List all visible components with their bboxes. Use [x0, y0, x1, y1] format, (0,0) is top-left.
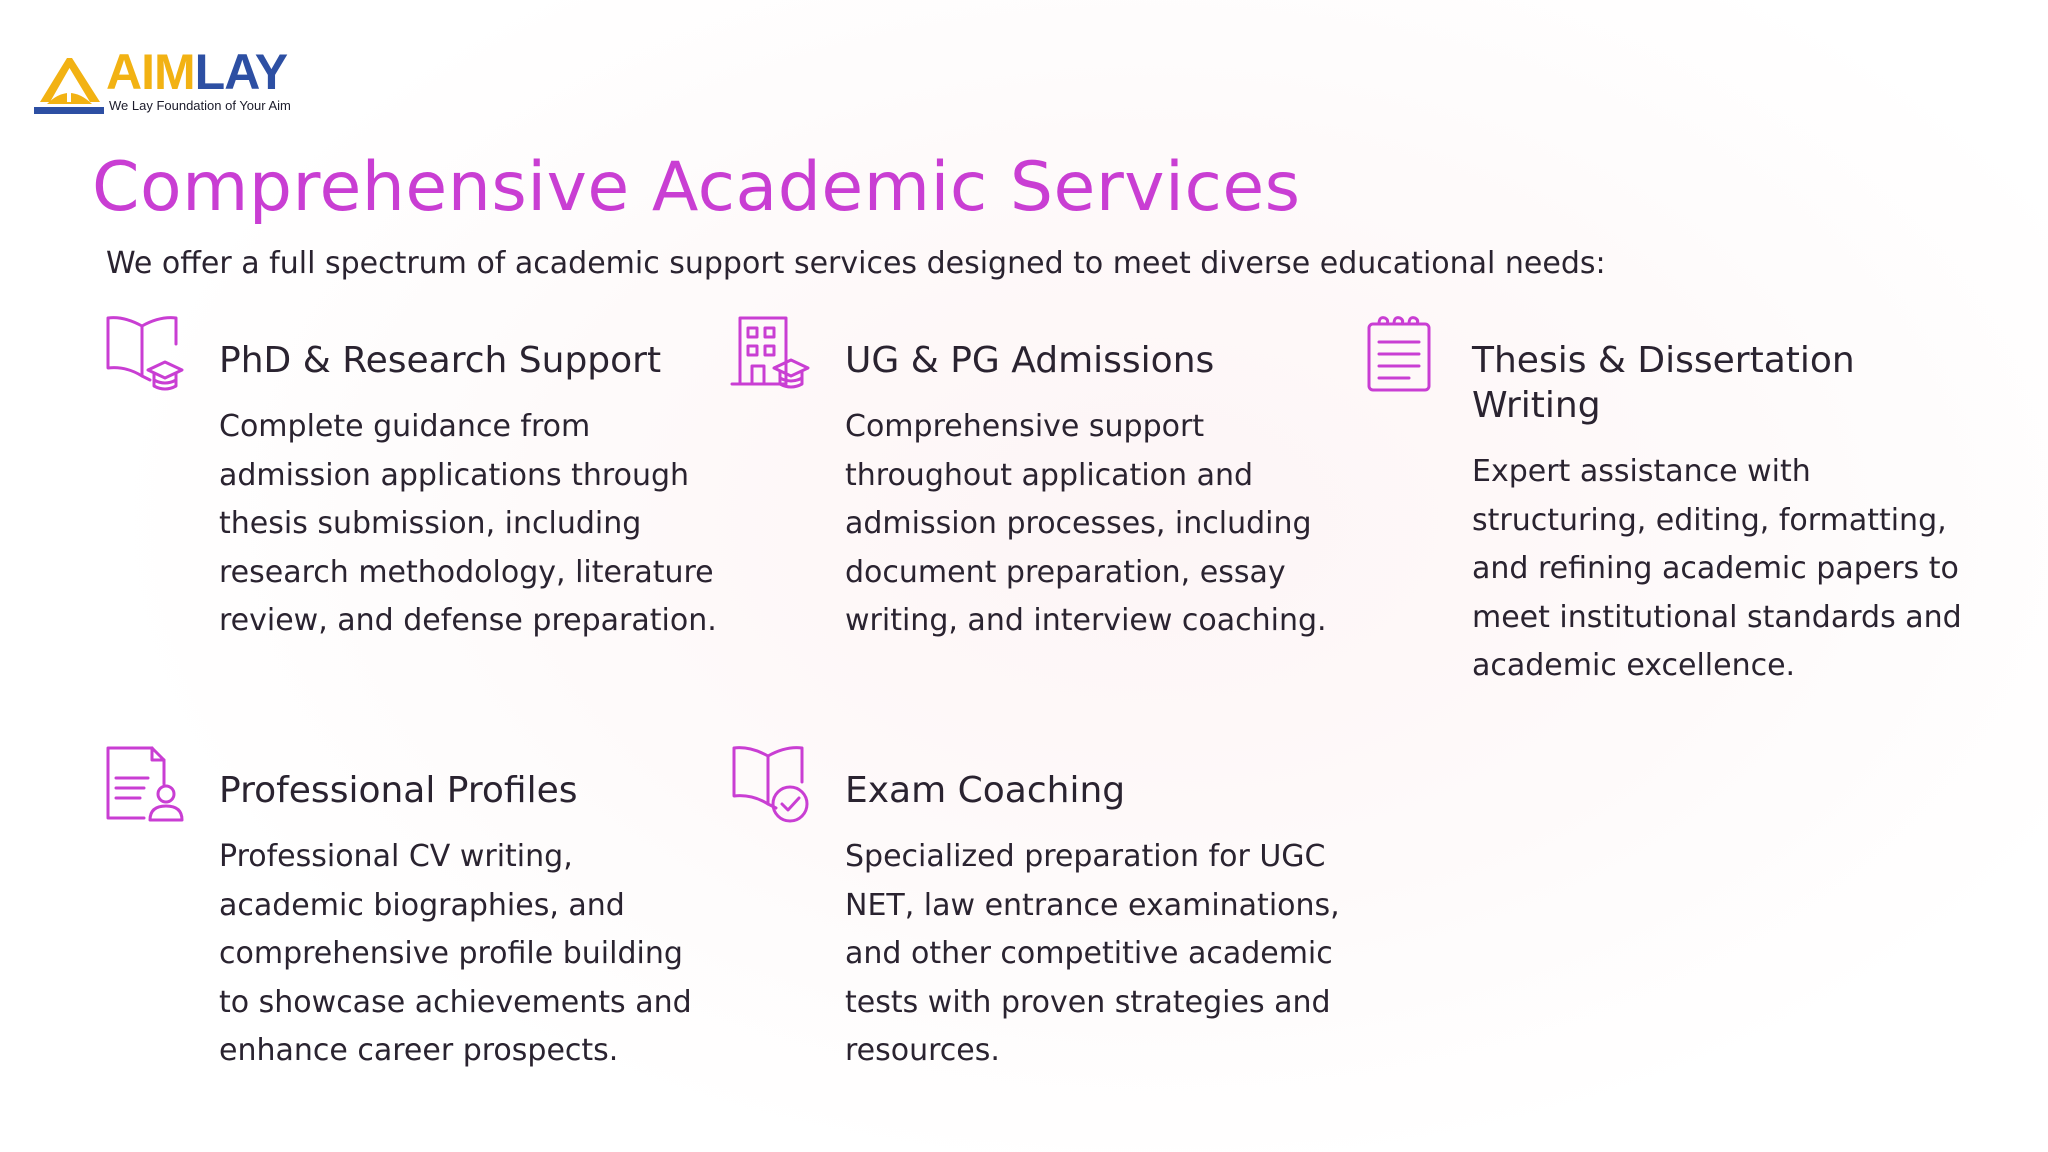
page-title: Comprehensive Academic Services	[92, 148, 1301, 227]
service-title: Thesis & Dissertation Writing	[1472, 340, 1855, 426]
brand-name: AIMLAY	[106, 44, 288, 100]
service-description: Professional CV writing, academic biographies, and comprehensive profile building to showcase achievements and enhance career prospects.	[219, 839, 692, 1068]
service-title: UG & PG Admissions	[845, 340, 1215, 381]
book-check-icon	[730, 744, 810, 824]
document-user-icon	[104, 744, 184, 824]
service-title: PhD & Research Support	[219, 340, 662, 381]
service-title: Exam Coaching	[845, 770, 1126, 811]
page-subtitle: We offer a full spectrum of academic support services designed to meet diverse educational needs:	[106, 246, 1606, 281]
service-description: Comprehensive support throughout application and admission processes, including document preparation, essay writing, and interview coaching.	[845, 409, 1327, 638]
book-graduation-cap-icon	[104, 314, 184, 394]
service-title: Professional Profiles	[219, 770, 578, 811]
service-description: Complete guidance from admission applications through thesis submission, including research methodology, literature review, and defense preparation.	[219, 409, 717, 638]
notepad-icon	[1357, 314, 1437, 394]
building-graduation-cap-icon	[730, 314, 810, 394]
service-description: Expert assistance with structuring, editing, formatting, and refining academic papers to meet institutional standards and academic excellence.	[1472, 454, 1962, 683]
aimlay-logo-icon	[34, 52, 104, 116]
service-description: Specialized preparation for UGC NET, law entrance examinations, and other competitive academic tests with proven strategies and resources.	[845, 839, 1340, 1068]
brand-logo[interactable]	[34, 44, 294, 118]
brand-tagline: We Lay Foundation of Your Aim	[109, 98, 291, 113]
